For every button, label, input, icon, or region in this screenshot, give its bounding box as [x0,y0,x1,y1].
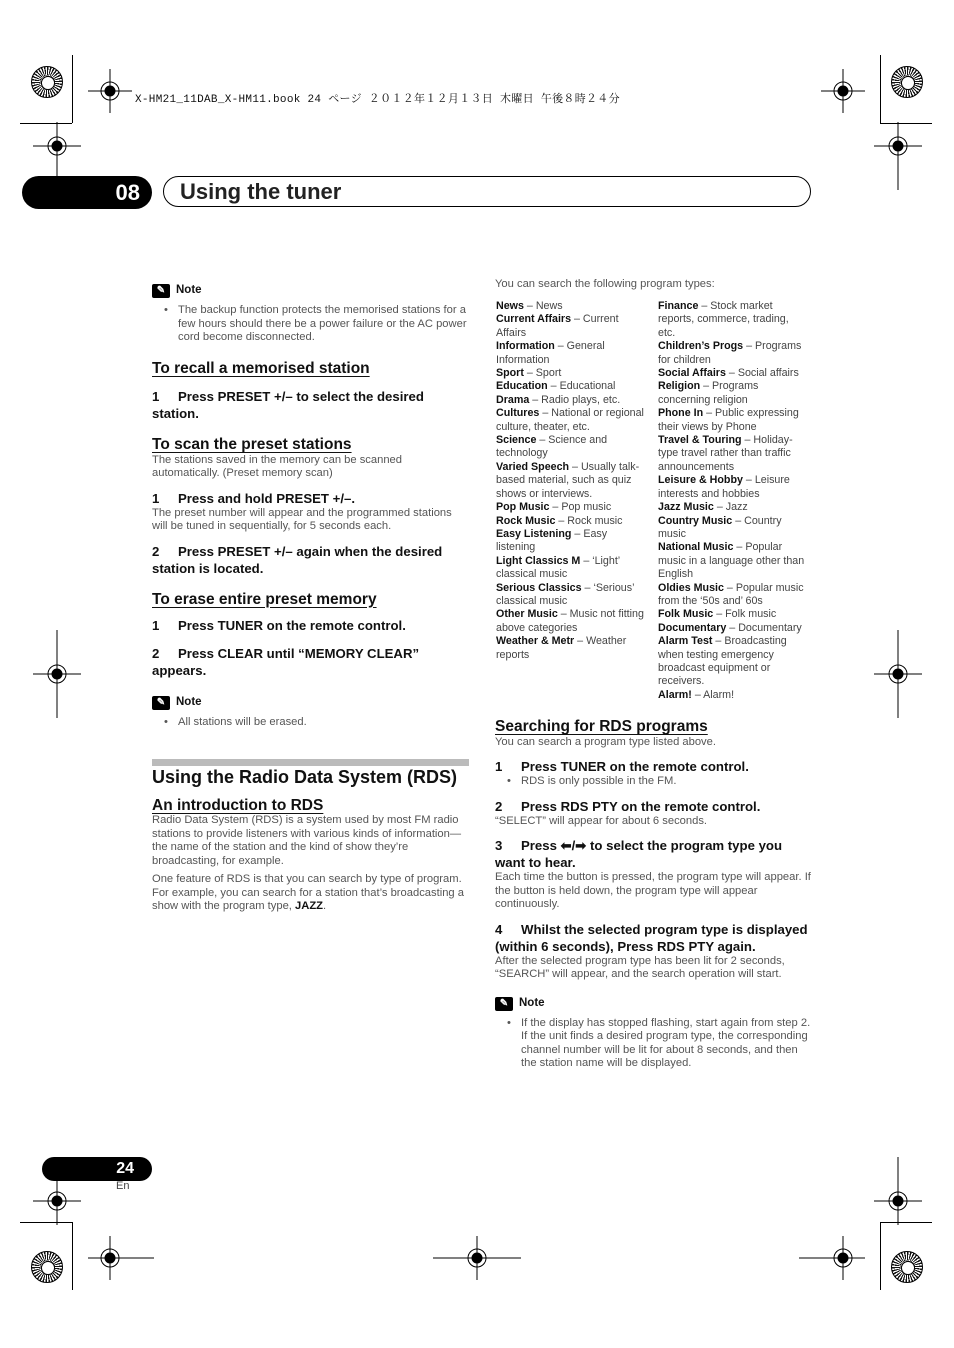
section-heading-scan: To scan the preset stations [152,436,352,453]
paragraph: After the selected program type has been lit for 2 seconds, “SEARCH” will appear, and the search operation will start. [495,954,785,980]
note-heading: ✎ Note [152,284,470,298]
program-type-item: Folk Music – Folk music [658,608,777,621]
program-type-item: Current Affairs – Current Affairs [496,313,619,339]
color-target-top-right [891,66,923,98]
program-type-item: Information – General Information [496,340,605,366]
subsection-heading: An introduction to RDS [152,796,324,814]
bullet: • RDS is only possible in the FM. [495,775,813,789]
program-type-item: Children’s Progs – Programs for children [658,340,802,366]
program-type-item: Varied Speech – Usually talk-based material, such as quiz shows or interviews. [496,460,640,500]
search-section [495,720,813,1071]
step: 1 Press TUNER on the remote control. [152,618,406,633]
rds-intro [152,767,470,914]
note-text: • If the display has stopped flashing, start again from step 2. If the unit finds a desired program type, the corresponding channel number will be lit for about 8 seconds, and then the station name will be displayed. [495,1017,813,1071]
program-type-item: Social Affairs – Social affairs [658,367,799,380]
pencil-icon: ✎ [495,997,513,1011]
step: 2 Press PRESET +/– again when the desired station is located. [152,543,443,576]
step: 2 Press RDS PTY on the remote control. [495,798,761,814]
page-number: 24 [42,1157,152,1181]
program-type-item: News – News [496,300,563,312]
program-type-item: Weather & Metr – Weather reports [496,635,627,661]
program-type-item: Education – Educational [496,380,616,393]
left-column [152,284,470,730]
program-types-intro: You can search the following program types: [495,278,715,290]
chapter-number: 08 [22,176,152,209]
program-type-item: Religion – Programs concerning religion [658,380,759,406]
program-type-item: Alarm! – Alarm! [658,688,735,701]
step: 2 Press CLEAR until “MEMORY CLEAR” appears. [152,646,420,678]
paragraph: One feature of RDS is that you can search by type of program. For example, you can search for a station that’s broadcasting a show with the program type, JAZZ. [152,873,464,912]
program-type-item: Country Music – Country music [658,514,782,540]
program-type-item: Finance – Stock market reports, commerce, trading, etc. [658,300,789,339]
paragraph: The preset number will appear and the programmed stations will be tuned in sequentially, for 5 seconds each. [152,506,452,532]
pencil-icon: ✎ [152,284,170,298]
step: 1 Press PRESET +/– to select the desired station. [152,389,424,421]
note-heading: ✎ Note [152,696,470,710]
paragraph: Each time the button is pressed, the program type will appear. If the button is held down, the program type will appear continuously. [495,871,811,910]
color-target-bottom-left [31,1251,63,1283]
section-heading-erase: To erase entire preset memory [152,590,377,608]
step: 4 Whilst the selected program type is displayed (within 6 seconds), Press RDS PTY again. [495,921,808,954]
program-type-list-2 [658,300,808,702]
program-type-item: Serious Classics – ‘Serious’ classical music [496,581,635,607]
program-type-item: Other Music – Music not fitting above categories [496,608,644,634]
section-heading-recall: To recall a memorised station [152,359,370,377]
file-header: X-HM21_11DAB_X-HM11.book 24 ページ ２０１２年１２月１３日 木曜日 午後８時２４分 [135,94,620,106]
section-divider [152,759,469,766]
note-text: • All stations will be erased. [152,716,470,730]
program-type-item: Jazz Music – Jazz [658,501,748,514]
program-type-item: Documentary – Documentary [658,621,802,634]
program-type-item: Travel & Touring – Holiday-type travel rather than traffic announcements [658,434,793,473]
program-type-item: Phone In – Public expressing their views by Phone [658,407,799,433]
step: 1 Press TUNER on the remote control. [495,759,749,774]
step: 1 Press and hold PRESET +/–. [152,490,355,506]
step: 3 Press ⬅/➡ to select the program type you want to hear. [495,838,783,870]
program-type-item: Drama – Radio plays, etc. [496,393,621,406]
program-type-item: Cultures – National or regional culture, theater, etc. [496,407,644,433]
program-type-list-1 [496,300,646,662]
section-heading-rds: Using the Radio Data System (RDS) [152,767,458,787]
color-target-top-left [31,66,63,98]
paragraph: The stations saved in the memory can be scanned automatically. (Preset memory scan) [152,453,402,479]
note-text: • The backup function protects the memorised stations for a few hours should there be a power failure or the AC power cord become disconnected. [152,304,470,345]
program-type-item: Alarm Test – Broadcasting when testing emergency broadcast equipment or receivers. [658,635,787,688]
section-heading-search: Searching for RDS programs [495,718,708,735]
pencil-icon: ✎ [152,696,170,710]
language-code: En [116,1180,130,1192]
program-type-item: National Music – Popular music in a language other than English [658,541,805,581]
program-type-item: Pop Music – Pop music [496,501,612,514]
program-type-item: Leisure & Hobby – Leisure interests and hobbies [658,474,790,500]
program-type-item: Oldies Music – Popular music from the ‘50s and’ 60s [658,581,804,607]
note-heading: ✎ Note [495,997,813,1011]
program-type-item: Sport – Sport [496,367,562,380]
paragraph: Radio Data System (RDS) is a system used by most FM radio stations to provide listeners with various kinds of information—the name of the station and the kind of show they’re broadcasting, for example. [152,814,462,867]
program-type-item: Light Classics M – ‘Light’ classical music [496,554,620,581]
program-type-item: Rock Music – Rock music [496,514,623,527]
color-target-bottom-right [891,1251,923,1283]
program-type-item: Science – Science and technology [496,434,608,460]
chapter-title: Using the tuner [163,176,811,207]
program-type-item: Easy Listening – Easy listening [496,527,608,554]
paragraph: “SELECT” will appear for about 6 seconds. [495,814,708,827]
paragraph: You can search a program type listed above. [495,735,716,748]
